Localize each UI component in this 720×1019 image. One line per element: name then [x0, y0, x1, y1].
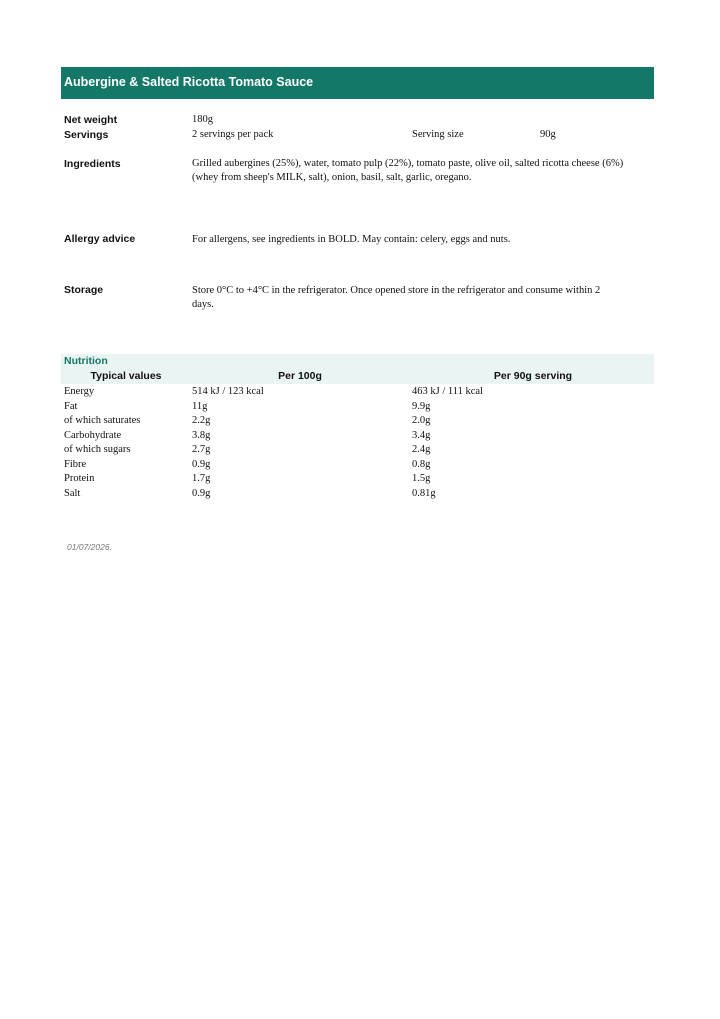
per-serving-header: Per 90g serving — [493, 370, 573, 382]
net-weight-label: Net weight — [64, 114, 118, 126]
per-100g-value: 2.2g — [192, 415, 211, 426]
nutrition-row-fibre — [64, 458, 654, 472]
typical-values-header: Typical values — [90, 370, 162, 382]
per-100g-value: 11g — [192, 400, 208, 412]
per-100g-value: 514 kJ / 123 kcal — [192, 386, 264, 397]
per-serving-value: 2.4g — [412, 444, 431, 455]
per-serving-value: 0.81g — [412, 487, 436, 499]
per-100g-value: 1.7g — [192, 473, 211, 484]
servings-value: 2 servings per pack — [192, 129, 274, 140]
document-date: 01/07/2026. — [67, 542, 112, 552]
per-100g-value: 2.7g — [192, 444, 211, 455]
nutrient-name: Fibre — [64, 458, 87, 470]
per-100g-value: 0.9g — [192, 487, 211, 499]
nutrition-row-sugars — [64, 443, 654, 457]
nutrition-row-protein — [64, 472, 654, 486]
nutrition-row-salt — [64, 487, 654, 501]
storage-label: Storage — [64, 284, 104, 296]
per-serving-value: 9.9g — [412, 400, 431, 412]
nutrition-row-saturates — [64, 414, 654, 428]
nutrition-title: Nutrition — [64, 355, 108, 367]
storage-value: Store 0°C to +4°C in the refrigerator. Once opened store in the refrigerator and consume within 2 days. — [192, 285, 601, 310]
per-100g-value: 3.8g — [192, 429, 211, 441]
nutrient-name: Carbohydrate — [64, 429, 122, 441]
nutrient-name: Protein — [64, 473, 95, 484]
serving-size-value: 90g — [540, 129, 556, 140]
nutrition-row-energy — [64, 385, 654, 399]
per-serving-value: 3.4g — [412, 429, 431, 441]
nutrition-row-carbohydrate — [64, 429, 654, 443]
nutrient-name: of which saturates — [64, 415, 141, 426]
per-serving-value: 1.5g — [412, 473, 431, 484]
per-serving-value: 0.8g — [412, 458, 431, 470]
ingredients-value: Grilled aubergines (25%), water, tomato pulp (22%), tomato paste, olive oil, salted ricotta cheese (6%) (whey from sheep's MILK, salt), onion, basil, salt, garlic, oregano. — [192, 158, 624, 183]
allergy-advice-value: For allergens, see ingredients in BOLD. May contain: celery, eggs and nuts. — [192, 234, 511, 245]
per-serving-value: 463 kJ / 111 kcal — [412, 386, 483, 397]
product-title: Aubergine & Salted Ricotta Tomato Sauce — [61, 67, 654, 99]
per-100g-value: 0.9g — [192, 458, 211, 470]
per-100g-header: Per 100g — [278, 370, 322, 382]
nutrient-name: Salt — [64, 487, 81, 499]
servings-label: Servings — [64, 129, 109, 141]
serving-size-label: Serving size — [412, 129, 464, 140]
allergy-advice-label: Allergy advice — [64, 233, 136, 245]
nutrient-name: Fat — [64, 400, 78, 412]
nutrient-name: of which sugars — [64, 444, 131, 455]
ingredients-label: Ingredients — [64, 158, 121, 170]
nutrient-name: Energy — [64, 386, 95, 397]
per-serving-value: 2.0g — [412, 415, 431, 426]
net-weight-value: 180g — [192, 114, 213, 125]
nutrition-row-fat — [64, 400, 654, 414]
